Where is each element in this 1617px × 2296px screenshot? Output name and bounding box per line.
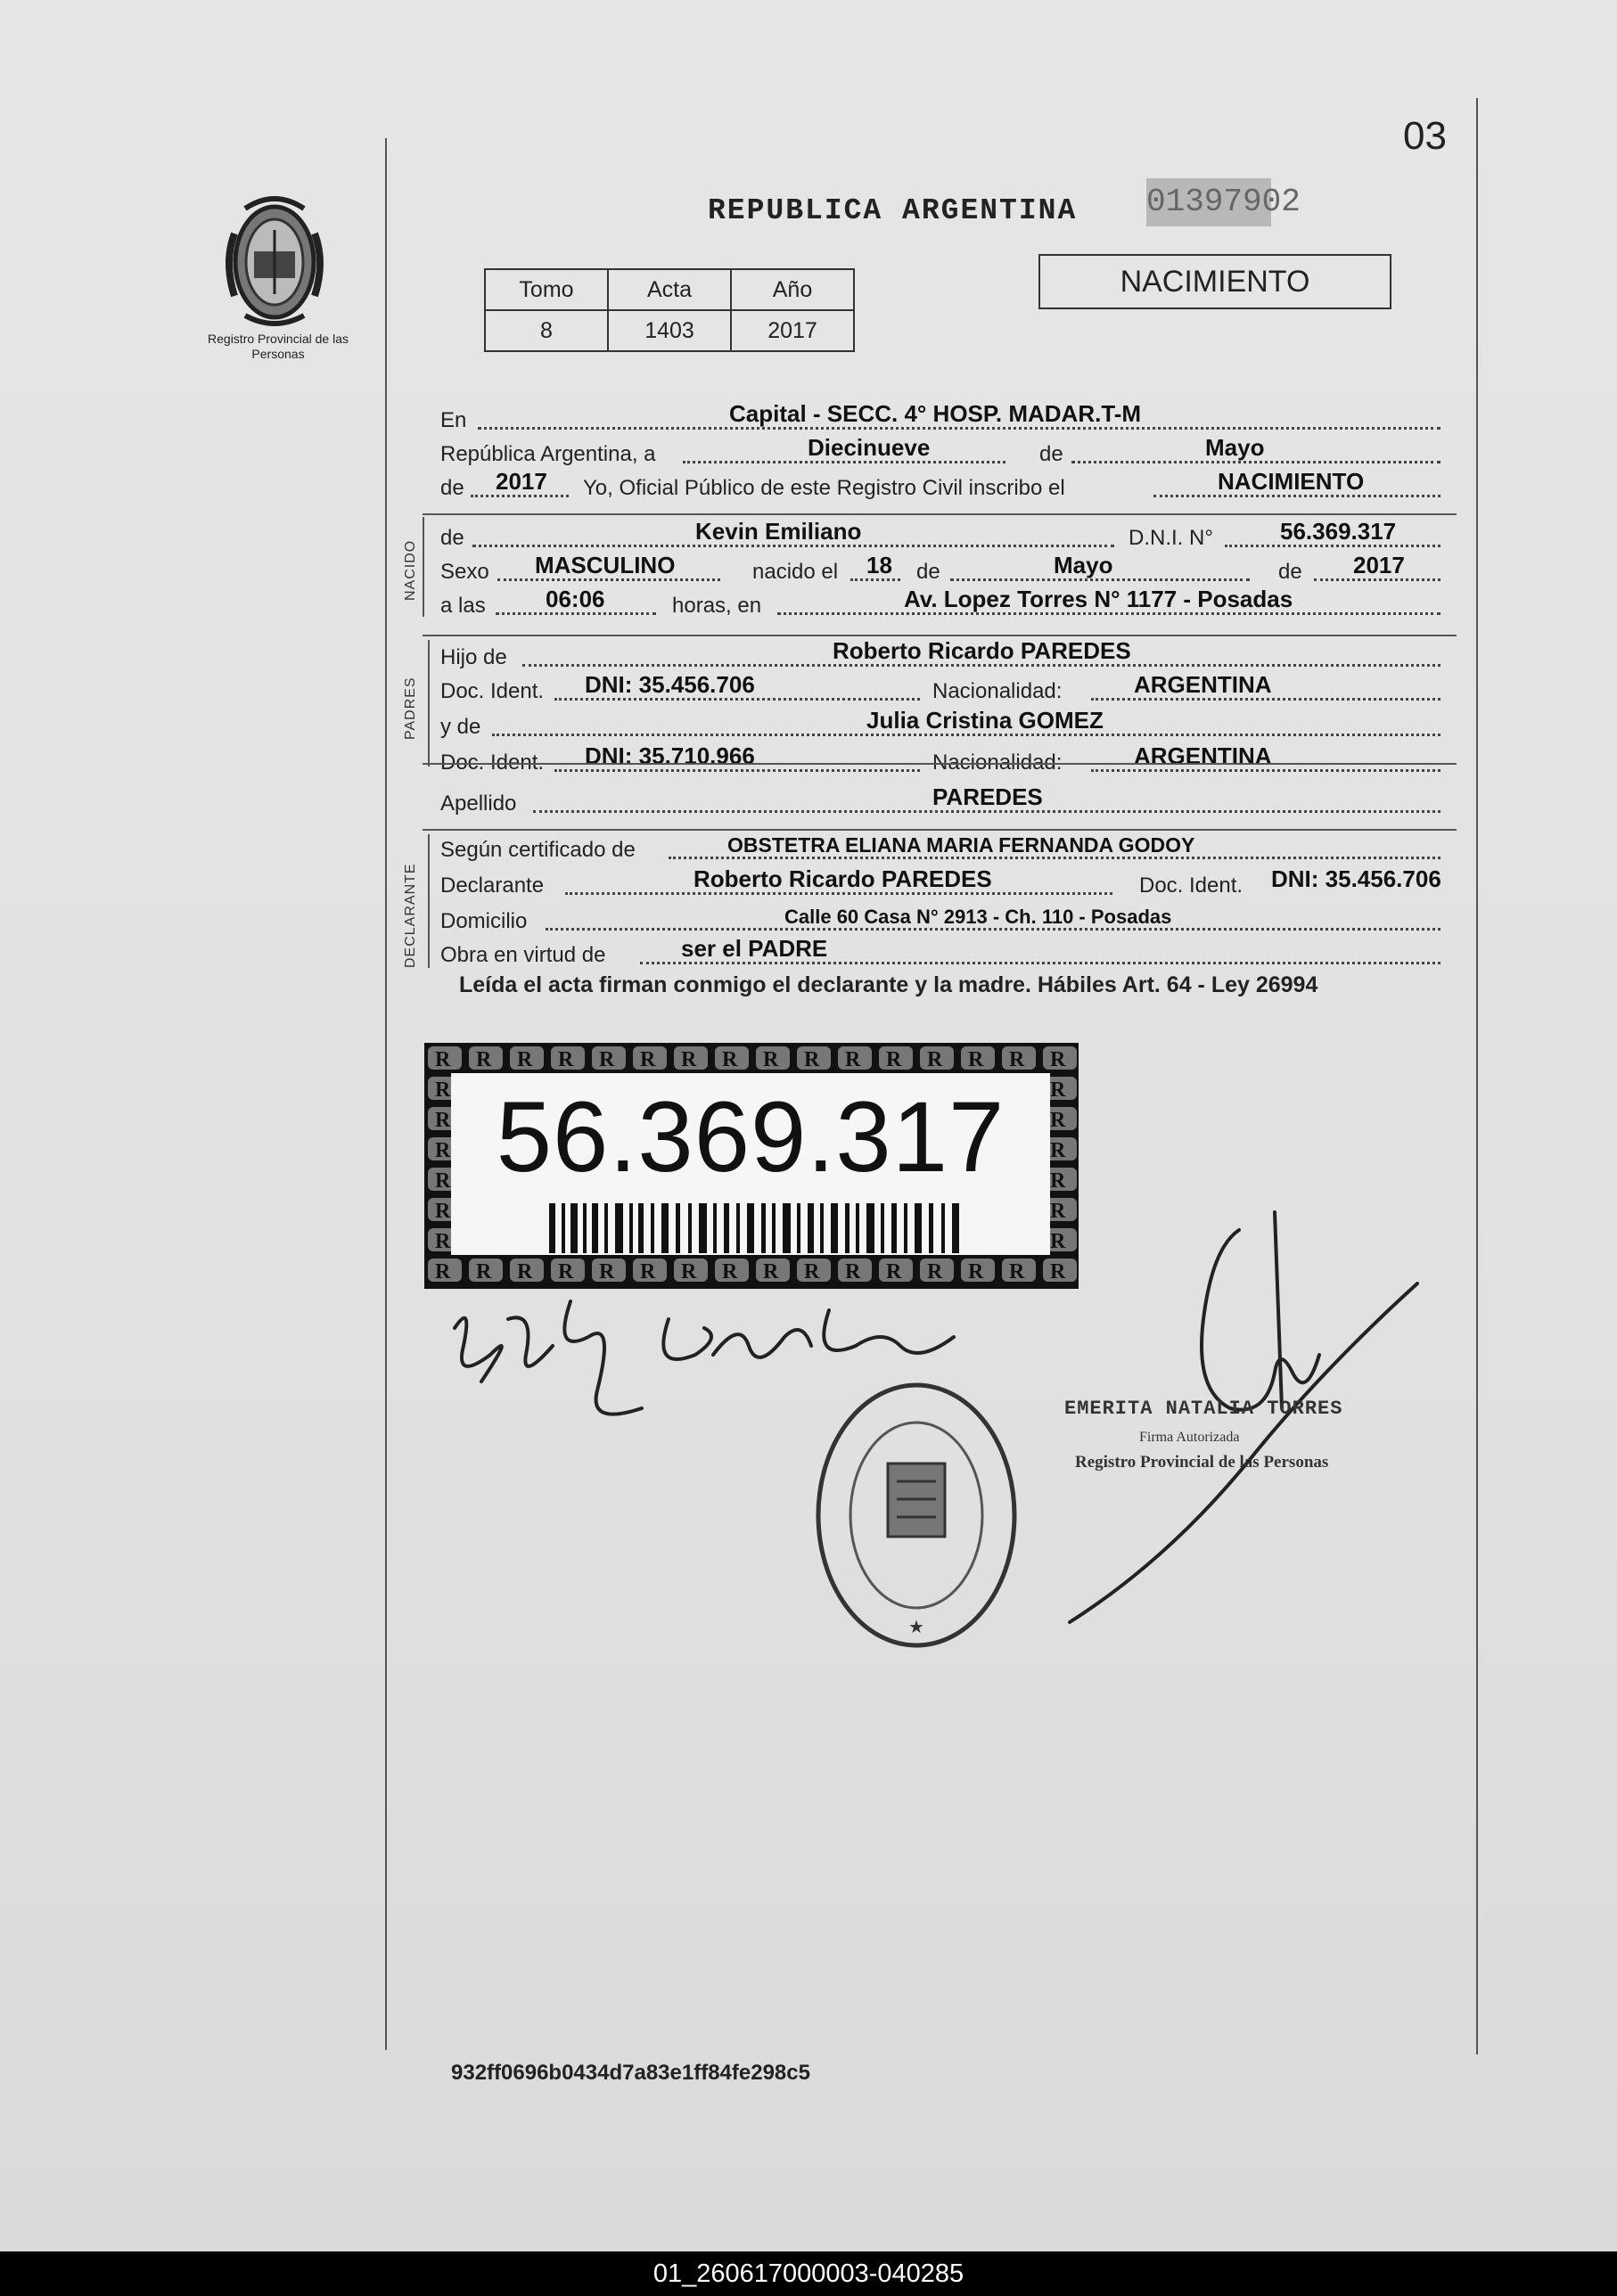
row-time (440, 588, 1457, 620)
row-apellido (440, 783, 1457, 818)
footer-id: 01_260617000003-040285 (0, 2251, 1617, 2296)
time-value: 06:06 (546, 586, 605, 612)
y-de-label: y de (440, 715, 481, 739)
birth-day: 18 (866, 552, 892, 578)
document-hash: 932ff0696b0434d7a83e1ff84fe298c5 (451, 2061, 810, 2085)
domicilio-label: Domicilio (440, 909, 528, 933)
dni-label: D.N.I. N° (1129, 526, 1213, 550)
a-las-label: a las (440, 594, 486, 618)
place-value: Capital - SECC. 4° HOSP. MADAR.T-M (729, 400, 1142, 427)
row-domicilio (440, 904, 1457, 936)
record-type-box: NACIMIENTO (1038, 254, 1391, 309)
nacido-bracket (423, 517, 424, 617)
row-sexo (440, 554, 1457, 586)
month-value: Mayo (1205, 434, 1265, 461)
nacido-el-label: nacido el (752, 560, 839, 584)
declarante-bracket (428, 834, 430, 968)
father-nationality: ARGENTINA (1134, 671, 1272, 698)
official-name: EMERITA NATALIA TORRES (1064, 1398, 1343, 1420)
name-label: de (440, 526, 464, 550)
birth-de-label: de (916, 560, 940, 584)
inscribe-value: NACIMIENTO (1218, 468, 1365, 495)
row-year (440, 468, 1457, 503)
obra-label: Obra en virtud de (440, 943, 606, 967)
row-en (440, 400, 1457, 435)
header-tomo: Tomo (485, 269, 608, 310)
mother-nat-label: Nacionalidad: (932, 750, 1063, 775)
declarante-value: Roberto Ricardo PAREDES (694, 865, 992, 892)
certificado-value: OBSTETRA ELIANA MARIA FERNANDA GODOY (727, 833, 1195, 857)
birth-month: Mayo (1054, 552, 1113, 578)
provincial-seal-icon (218, 189, 331, 332)
seal-caption: Registro Provincial de las Personas (208, 332, 349, 361)
closing-statement: Leída el acta firman conmigo el declarante y la madre. Hábiles Art. 64 - Ley 26994 (459, 972, 1318, 997)
father-doc-label: Doc. Ident. (440, 679, 545, 703)
left-margin-line (385, 138, 387, 2050)
decl-doc-label: Doc. Ident. (1139, 873, 1244, 898)
row-name (440, 518, 1457, 553)
section-divider (423, 763, 1457, 765)
row-father-doc (440, 671, 1457, 706)
day-value: Diecinueve (808, 434, 931, 461)
father-name: Roberto Ricardo PAREDES (833, 637, 1131, 664)
header-acta: Acta (608, 269, 731, 310)
hijo-label: Hijo de (440, 645, 507, 669)
id-number-panel (451, 1073, 1050, 1255)
right-margin-line (1476, 98, 1478, 2054)
father-nat-label: Nacionalidad: (932, 679, 1063, 703)
serial-number: 01397902 (1146, 178, 1271, 226)
birth-year-label: de (1278, 560, 1302, 584)
section-divider (423, 829, 1457, 831)
row-date (440, 434, 1457, 469)
barcode-icon (549, 1203, 959, 1253)
id-number: 56.369.317 (496, 1081, 1005, 1193)
row-obra (440, 935, 1457, 970)
de-label: de (1039, 442, 1063, 466)
mother-doc-label: Doc. Ident. (440, 750, 545, 775)
officer-text: Yo, Oficial Público de este Registro Civil inscribo el (583, 476, 1065, 500)
value-acta: 1403 (608, 310, 731, 351)
header-ano: Año (731, 269, 854, 310)
year-value: 2017 (496, 468, 547, 495)
row-certificado (440, 832, 1457, 865)
dni-value: 56.369.317 (1280, 518, 1397, 545)
value-tomo: 8 (485, 310, 608, 351)
apellido-label: Apellido (440, 791, 517, 816)
declarante-label: Declarante (440, 873, 545, 898)
table-header-row (485, 269, 854, 310)
row-father (440, 637, 1457, 672)
section-divider (423, 635, 1457, 636)
domicilio-value: Calle 60 Casa N° 2913 - Ch. 110 - Posadas (784, 906, 1172, 928)
horas-label: horas, en (672, 594, 762, 618)
en-label: En (440, 408, 467, 432)
registry-table (484, 268, 855, 352)
birth-year: 2017 (1353, 552, 1405, 578)
padres-section-label: PADRES (403, 676, 418, 740)
mother-nationality: ARGENTINA (1134, 742, 1272, 769)
row-declarante (440, 865, 1457, 900)
padres-bracket (428, 640, 430, 767)
page-number: 03 (1403, 114, 1447, 158)
decl-doc-value: DNI: 35.456.706 (1271, 865, 1441, 892)
birth-place: Av. Lopez Torres N° 1177 - Posadas (904, 586, 1293, 612)
apellido-value: PAREDES (932, 783, 1043, 810)
republica-label: República Argentina, a (440, 442, 656, 466)
official-role: Firma Autorizada (1139, 1430, 1240, 1445)
certificado-label: Según certificado de (440, 838, 636, 862)
table-row (485, 310, 854, 351)
obra-value: ser el PADRE (681, 935, 828, 962)
father-doc: DNI: 35.456.706 (585, 671, 755, 698)
value-ano: 2017 (731, 310, 854, 351)
mother-doc: DNI: 35.710.966 (585, 742, 755, 769)
row-mother-doc (440, 742, 1457, 777)
official-stamp-icon (811, 1373, 1034, 1658)
child-name: Kevin Emiliano (695, 518, 862, 545)
sexo-label: Sexo (440, 560, 489, 584)
declarante-section-label: DECLARANTE (403, 863, 418, 968)
section-divider (423, 513, 1457, 515)
sexo-value: MASCULINO (535, 552, 676, 578)
year-label: de (440, 476, 464, 500)
page-title: REPUBLICA ARGENTINA (708, 194, 1078, 227)
mother-name: Julia Cristina GOMEZ (866, 707, 1104, 734)
id-number-sticker (424, 1043, 1079, 1289)
nacido-section-label: NACIDO (403, 539, 418, 601)
official-office: Registro Provincial de las Personas (1075, 1453, 1329, 1472)
row-mother (440, 709, 1457, 742)
svg-text:★: ★ (908, 1616, 924, 1637)
